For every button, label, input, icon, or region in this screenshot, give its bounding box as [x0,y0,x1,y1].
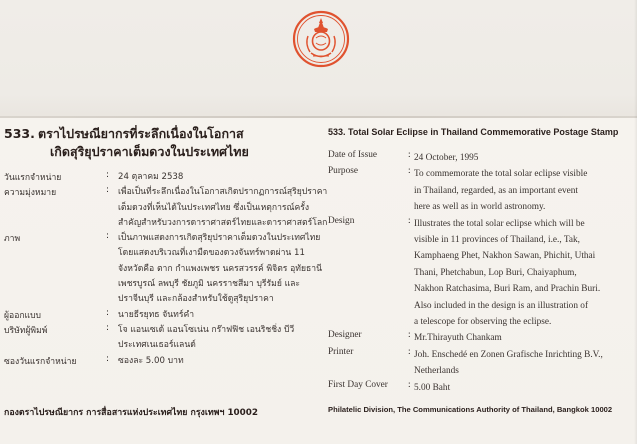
thai-design-line: ปราจีนบุรี และกล้องสำหรับใช้ดูสุริยุปราคา [118,294,274,305]
eng-design-value [414,216,633,331]
eng-purpose-line: in Thailand, regarded, as an important event [414,185,579,196]
eng-purpose-value [414,166,633,215]
eng-purpose-label: Purpose [328,166,358,177]
eng-design-row [328,216,633,331]
thai-design-line: โดยแสดงบริเวณที่เงามืดของดวงจันทร์พาดผ่าน 11 [118,248,305,259]
thai-footer: กองตราไปรษณียากร การสื่อสารแห่งประเทศไทย กรุงเทพฯ 10002 [4,408,259,418]
eng-design-line: Thani, Phetchabun, Lop Buri, Chaiyaphum, [414,267,577,278]
eng-purpose-line: To commemorate the total solar eclipse visible [414,169,588,180]
thai-issue-label: วันแรกจำหน่าย [4,173,62,183]
stamp-number: 533. [4,126,35,141]
thai-designer-value: นายธีรยุทธ จันทร์คำ [118,309,195,320]
thai-purpose-line: เพื่อเป็นที่ระลึกเนื่องในโอกาสเกิดปรากฏการณ์สุริยุปราคา [118,187,328,198]
thai-fdc-row [4,354,322,369]
thai-purpose-label: ความมุ่งหมาย [4,188,57,199]
eng-printer-label: Printer [328,346,354,357]
english-description [328,125,633,437]
colon: : [106,353,110,364]
thai-design-value [118,231,322,307]
eng-design-label: Design [328,215,355,226]
cat-emblem-icon [292,10,350,68]
thai-fdc-value: ซองละ 5.00 บาท [118,355,184,366]
eng-printer-line: Netherlands [414,366,459,377]
eng-fdc-row [328,380,633,396]
thai-design-row [4,231,322,307]
thai-issue-row [4,170,322,185]
thai-printer-label: บริษัทผู้พิมพ์ [4,325,48,336]
eng-fdc-value: 5.00 Baht [414,382,451,393]
english-footer: Philatelic Division, The Communications Authority of Thailand, Bangkok 10002 [328,405,613,414]
eng-designer-label: Designer [328,330,362,341]
flap-edge [0,116,637,118]
thai-printer-value [118,323,322,354]
thai-purpose-line: เต็มดวงที่เห็นได้ในประเทศไทย ซึ่งเป็นเหตุการณ์ครั้ง [118,202,310,213]
eng-design-line: Kamphaeng Phet, Nakhon Sawan, Phichit, Uthai [414,251,596,262]
eng-designer-row [328,330,633,346]
eng-issue-label: Date of Issue [328,150,378,160]
eng-design-line: Illustrates the total solar eclipse which will be [414,218,585,229]
thai-purpose-value [118,185,328,231]
colon: : [408,330,411,341]
colon: : [106,185,110,196]
thai-printer-row [4,323,322,354]
colon: : [106,307,110,318]
thai-design-line: เพชรบูรณ์ ลพบุรี ชัยภูมิ นครราชสีมา บุรีรัมย์ และ [118,279,301,290]
eng-purpose-line: here as well as in world astronomy. [414,202,546,213]
thai-design-line: เป็นภาพแสดงการเกิดสุริยุปราคาเต็มดวงในประเทศไทย [118,233,321,244]
thai-title-text1: ตราไปรษณียากรที่ระลึกเนื่องในโอกาส [38,126,244,141]
eng-printer-row [328,347,633,380]
thai-description [4,125,328,437]
eng-printer-line: Joh. Enschedé en Zonen Grafische Inrichting B.V., [414,349,603,360]
eng-design-line: Also included in the design is an illustration of [414,300,589,311]
eng-design-line: a telescope for observing the eclipse. [414,317,552,328]
colon: : [106,170,110,180]
thai-designer-label: ผู้ออกแบบ [4,310,42,321]
eng-issue-row [328,150,633,166]
thai-designer-row [4,308,322,323]
eng-issue-value: 24 October, 1995 [414,153,479,163]
thai-printer-line: โจ แอนเซเด้ แอนโซเน่น กร๊าฟฟิช เอนริชชิ่ง บีวี [118,324,295,335]
eng-design-line: visible in 11 provinces of Thailand, i.e., Tak, [414,235,580,246]
colon: : [408,166,411,177]
thai-purpose-line: สำคัญสำหรับวงการดาราศาสตร์ไทยและดาราศาสตร์โลก [118,217,328,228]
thai-printer-line: ประเทศเนเธอร์แลนด์ [118,340,196,351]
colon: : [408,150,411,160]
eng-purpose-row [328,166,633,215]
thai-title-line2: เกิดสุริยุปราคาเต็มดวงในประเทศไทย [50,144,249,159]
thai-issue-value: 24 ตุลาคม 2538 [118,172,184,182]
colon: : [408,379,411,390]
eng-design-line: Nakhon Ratchasima, Buri Ram, and Prachin Buri. [414,284,601,295]
eng-printer-value [414,347,633,380]
thai-design-label: ภาพ [4,234,21,245]
thai-fdc-label: ซองวันแรกจำหน่าย [4,356,77,367]
colon: : [106,231,110,242]
thai-purpose-row [4,185,328,231]
eng-fdc-label: First Day Cover [328,379,388,390]
thai-title-line1 [4,125,322,143]
colon: : [408,346,411,357]
colon: : [106,322,110,333]
colon: : [408,215,411,226]
eng-designer-value: Mr.Thirayuth Chankam [414,333,502,344]
english-title: 533. Total Solar Eclipse in Thailand Commemorative Postage Stamp [328,127,619,137]
thai-design-line: จังหวัดคือ ตาก กำแพงเพชร นครสวรรค์ พิจิตร อุทัยธานี [118,263,322,274]
